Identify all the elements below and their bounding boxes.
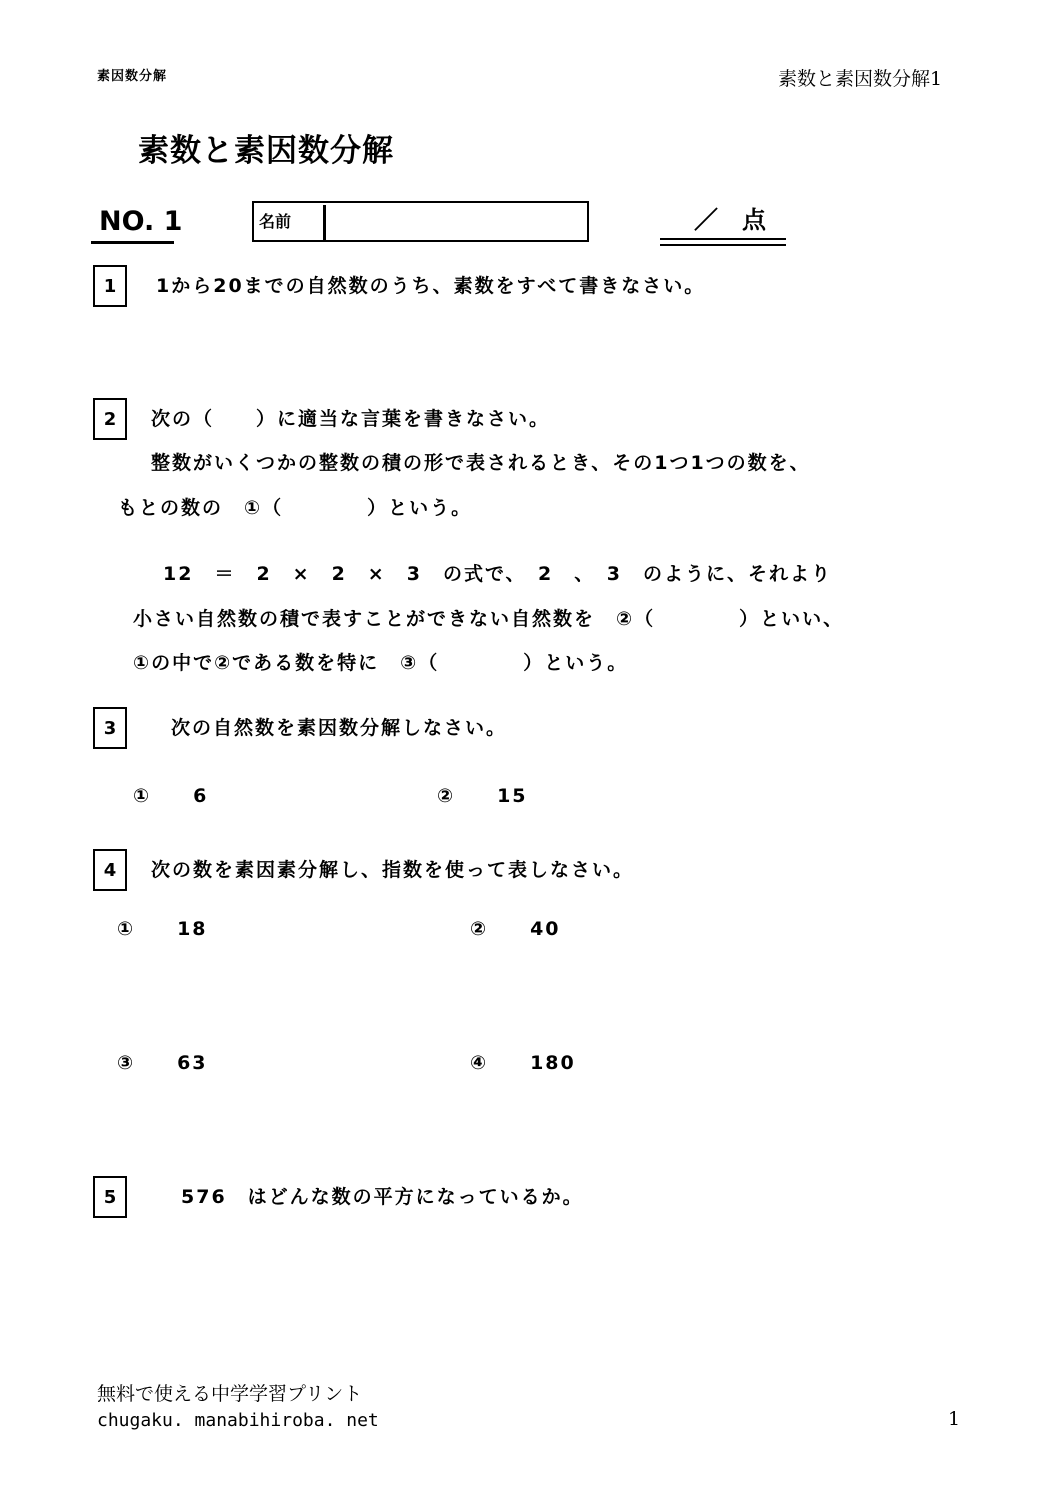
question-2-number-box: 2 [93,398,127,440]
score-underline [660,238,786,240]
question-2-text: 次の（ ）に適当な言葉を書きなさい。 [151,408,551,430]
question-4-item-4: ④ 180 [470,1052,576,1074]
page-title: 素数と素因数分解 [138,133,394,169]
score-underline-second [660,244,786,246]
question-5-number-box: 5 [93,1176,127,1218]
question-2-line-3: 12 ＝ 2 × 2 × 3 の式で、 2 、 3 のように、それより [163,563,833,585]
question-4-text: 次の数を素因素分解し、指数を使って表しなさい。 [151,859,635,881]
question-2-line-2: もとの数の ①（ ）という。 [118,497,473,519]
page-number: 1 [948,1408,961,1430]
footer-site-name: 無料で使える中学学習プリント [97,1383,363,1405]
worksheet-number-underline [91,241,174,244]
question-2-line-4: 小さい自然数の積で表すことができない自然数を ②（ ）といい、 [133,608,845,630]
footer-url[interactable]: chugaku. manabihiroba. net [97,1410,379,1431]
question-3-item-1: ① 6 [133,785,209,807]
question-3-text: 次の自然数を素因数分解しなさい。 [171,717,508,739]
name-label: 名前 [259,212,292,231]
question-5-text: 576 はどんな数の平方になっているか。 [181,1186,584,1208]
question-4-item-3: ③ 63 [117,1052,208,1074]
score-label: ／ 点 [694,206,766,234]
question-4-item-2: ② 40 [470,918,561,940]
header-right-label: 素数と素因数分解1 [778,68,943,90]
name-field-divider [323,205,326,241]
question-4-number-box: 4 [93,849,127,891]
question-2-line-5: ①の中で②である数を特に ③（ ）という。 [133,652,629,674]
question-4-item-1: ① 18 [117,918,208,940]
question-1-number-box: 1 [93,265,127,307]
question-3-number-box: 3 [93,707,127,749]
question-2-line-1: 整数がいくつかの整数の積の形で表されるとき、その1つ1つの数を、 [151,452,811,474]
worksheet-number: NO. 1 [99,206,183,237]
question-1-text: 1から20までの自然数のうち、素数をすべて書きなさい。 [156,275,706,297]
header-left-label: 素因数分解 [97,69,168,84]
name-field[interactable] [252,201,589,242]
question-3-item-2: ② 15 [437,785,528,807]
